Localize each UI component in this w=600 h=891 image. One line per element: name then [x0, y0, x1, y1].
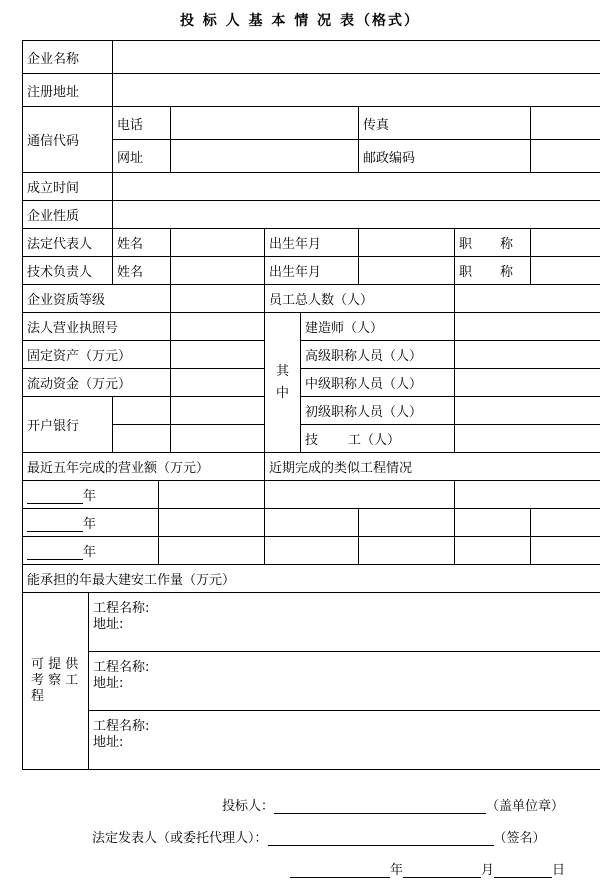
bank-field-2a[interactable] [113, 425, 171, 453]
date-day-label: 日 [552, 863, 566, 878]
project-field-1a[interactable] [265, 481, 455, 509]
project-field-2b[interactable] [359, 509, 455, 537]
date-line [290, 859, 565, 878]
rep-label: 法定发表人（或委托代理人）： [92, 831, 268, 846]
project-address-label: 地址: [93, 735, 124, 750]
legal-rep-position-field[interactable] [531, 229, 600, 257]
bidder-label: 投标人： [222, 799, 275, 814]
technician-field[interactable] [455, 425, 600, 453]
inspect-projects-label: 可 提 供 考 察 工 程 [23, 593, 89, 770]
year-unit: 年 [83, 517, 97, 532]
project-field-1b[interactable] [455, 481, 600, 509]
license-field[interactable] [171, 313, 265, 341]
tech-lead-birth-field[interactable] [359, 257, 455, 285]
year-blank-3[interactable] [27, 559, 83, 560]
revenue5-label: 最近五年完成的营业额（万元） [23, 453, 265, 481]
bank-field-2b[interactable] [171, 425, 265, 453]
bidder-signature-line [222, 795, 564, 814]
year-blank-2[interactable] [27, 531, 83, 532]
middle-label: 中级职称人员（人） [301, 369, 455, 397]
year-row-2 [23, 509, 159, 537]
reg-address-label: 注册地址 [23, 74, 113, 107]
rep-note: （签名） [493, 831, 546, 846]
year-row-1 [23, 481, 159, 509]
project-field-3a[interactable] [265, 537, 359, 565]
architect-label: 建造师（人） [301, 313, 455, 341]
birth-label: 出生年月 [265, 257, 359, 285]
junior-label: 初级职称人员（人） [301, 397, 455, 425]
year-unit: 年 [83, 545, 97, 560]
year-row-3 [23, 537, 159, 565]
project-field-3b[interactable] [359, 537, 455, 565]
tech-lead-name-field[interactable] [171, 257, 265, 285]
date-month-label: 月 [481, 863, 495, 878]
inspect-project-1[interactable] [89, 593, 600, 652]
bidder-signature-blank[interactable] [274, 813, 486, 814]
project-field-3d[interactable] [531, 537, 600, 565]
phone-field[interactable] [171, 107, 359, 140]
established-field[interactable] [113, 173, 600, 201]
project-name-label: 工程名称: [93, 601, 150, 616]
inspect-project-3[interactable] [89, 711, 600, 770]
name-label: 姓名 [113, 257, 171, 285]
date-year-blank[interactable] [290, 877, 390, 878]
rep-signature-blank[interactable] [268, 845, 494, 846]
project-field-3c[interactable] [455, 537, 531, 565]
comm-code-label: 通信代码 [23, 107, 113, 173]
position-label-a: 职 [459, 237, 473, 252]
working-capital-label: 流动资金（万元） [23, 369, 171, 397]
reg-address-field[interactable] [113, 74, 600, 107]
date-month-blank[interactable] [403, 877, 481, 878]
date-day-blank[interactable] [494, 877, 552, 878]
technician-char: 技 [305, 433, 319, 448]
postcode-label: 邮政编码 [359, 140, 531, 173]
position-label [455, 257, 531, 285]
total-staff-field[interactable] [455, 285, 600, 313]
legal-rep-name-field[interactable] [171, 229, 265, 257]
position-label-a: 职 [459, 265, 473, 280]
bank-field-1a[interactable] [113, 397, 171, 425]
middle-field[interactable] [455, 369, 600, 397]
fixed-assets-field[interactable] [171, 341, 265, 369]
established-label: 成立时间 [23, 173, 113, 201]
tech-lead-label: 技术负责人 [23, 257, 113, 285]
year-unit: 年 [83, 489, 97, 504]
nature-label: 企业性质 [23, 201, 113, 229]
recent-projects-label: 近期完成的类似工程情况 [265, 453, 600, 481]
project-field-2a[interactable] [265, 509, 359, 537]
revenue-field-1[interactable] [159, 481, 265, 509]
year-blank-1[interactable] [27, 503, 83, 504]
max-capacity-label: 能承担的年最大建安工作量（万元） [23, 565, 600, 593]
company-name-field[interactable] [113, 41, 600, 74]
working-capital-field[interactable] [171, 369, 265, 397]
rep-signature-line [92, 827, 546, 846]
senior-label: 高级职称人员（人） [301, 341, 455, 369]
website-label: 网址 [113, 140, 171, 173]
revenue-field-2[interactable] [159, 509, 265, 537]
fax-field[interactable] [531, 107, 600, 140]
among-char-1: 其 [276, 363, 290, 379]
nature-field[interactable] [113, 201, 600, 229]
revenue-field-3[interactable] [159, 537, 265, 565]
project-field-2c[interactable] [455, 509, 531, 537]
project-name-label: 工程名称: [93, 660, 150, 675]
junior-field[interactable] [455, 397, 600, 425]
qualification-field[interactable] [171, 285, 265, 313]
project-address-label: 地址: [93, 617, 124, 632]
bidder-note: （盖单位章） [486, 799, 565, 814]
company-name-label: 企业名称 [23, 41, 113, 74]
project-name-label: 工程名称: [93, 719, 150, 734]
project-field-2d[interactable] [531, 509, 600, 537]
position-label [455, 229, 531, 257]
website-field[interactable] [171, 140, 359, 173]
name-label: 姓名 [113, 229, 171, 257]
inspect-project-2[interactable] [89, 652, 600, 711]
legal-rep-birth-field[interactable] [359, 229, 455, 257]
legal-rep-label: 法定代表人 [23, 229, 113, 257]
date-year-label: 年 [390, 863, 404, 878]
bidder-info-form [22, 40, 600, 770]
qualification-label: 企业资质等级 [23, 285, 171, 313]
architect-field[interactable] [455, 313, 600, 341]
tech-lead-position-field[interactable] [531, 257, 600, 285]
bank-label: 开户银行 [23, 397, 113, 453]
postcode-field[interactable] [531, 140, 600, 173]
position-label-b: 称 [500, 237, 514, 252]
total-staff-label: 员工总人数（人） [265, 285, 455, 313]
license-label: 法人营业执照号 [23, 313, 171, 341]
technician-unit: 工（人） [348, 433, 401, 448]
phone-label: 电话 [113, 107, 171, 140]
among-label [265, 313, 301, 453]
page-title: 投 标 人 基 本 情 况 表（格式） [179, 13, 421, 29]
technician-label [301, 425, 455, 453]
bank-field-1b[interactable] [171, 397, 265, 425]
senior-field[interactable] [455, 341, 600, 369]
birth-label: 出生年月 [265, 229, 359, 257]
fax-label: 传真 [359, 107, 531, 140]
fixed-assets-label: 固定资产（万元） [23, 341, 171, 369]
position-label-b: 称 [500, 265, 514, 280]
among-char-2: 中 [276, 385, 290, 401]
project-address-label: 地址: [93, 676, 124, 691]
